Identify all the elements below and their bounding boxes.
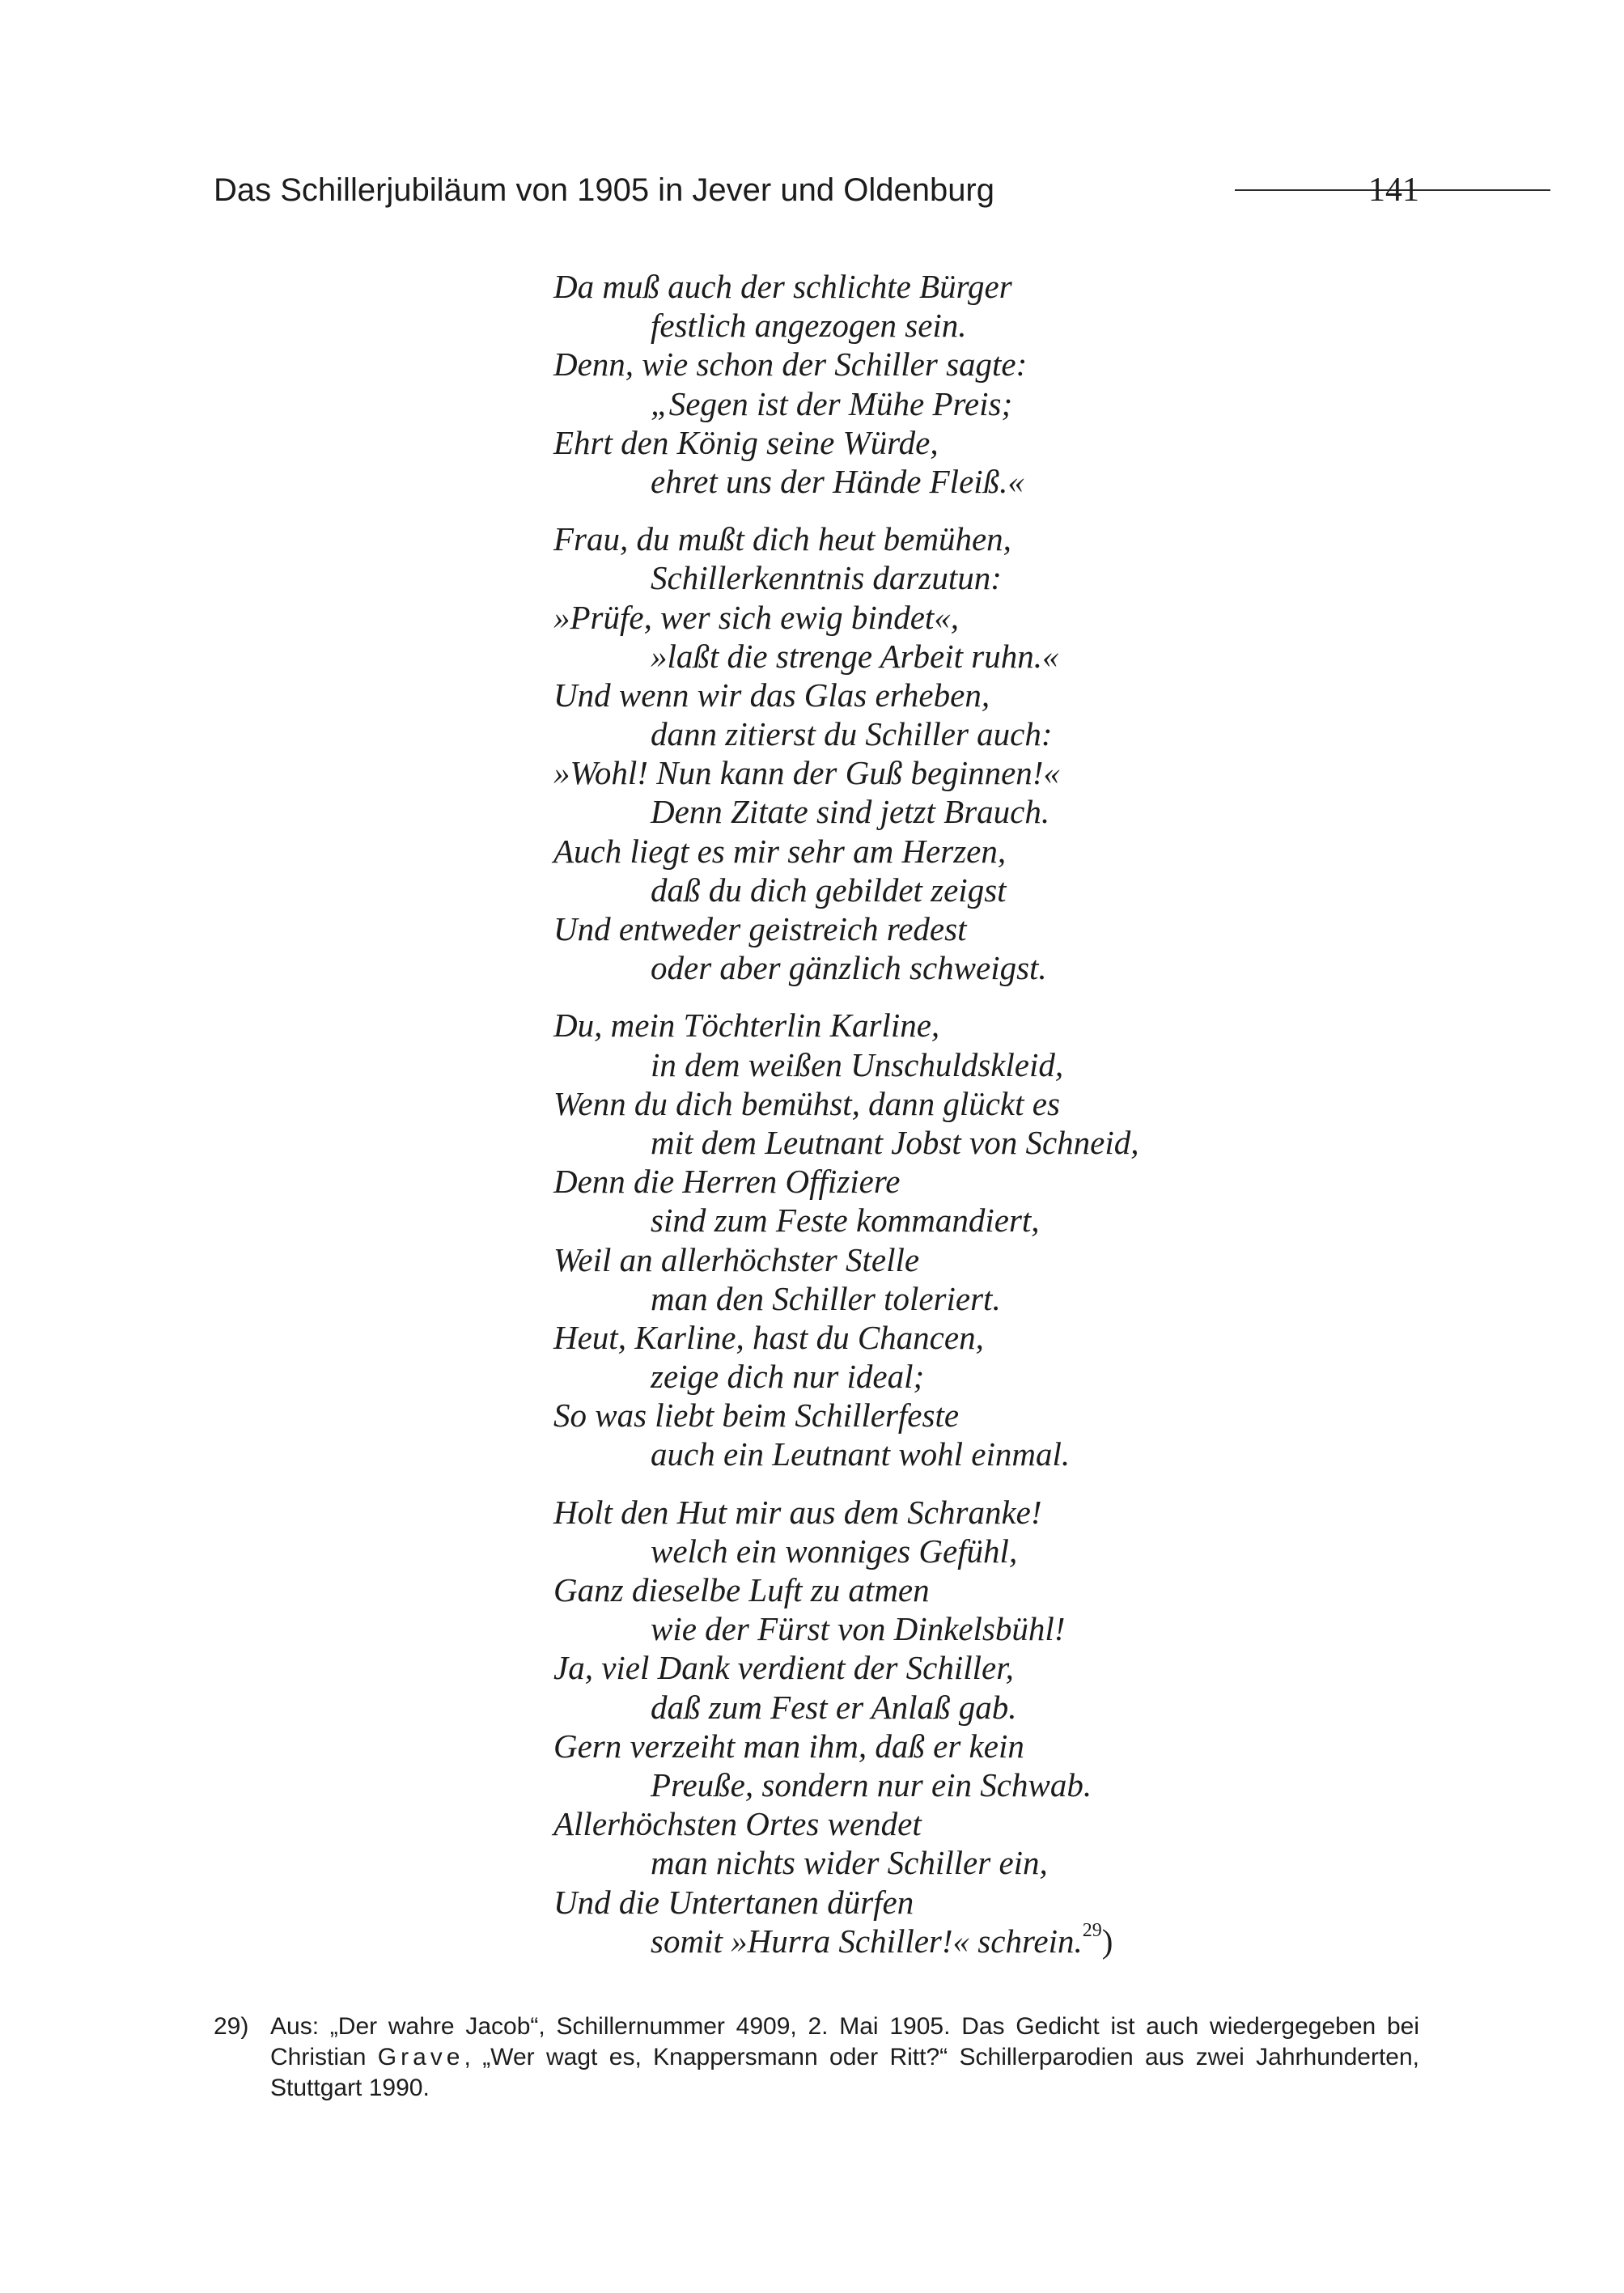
poem-line <box>553 1006 1484 1045</box>
footnote-author-name: Grave <box>377 2044 464 2070</box>
poem-line <box>553 1045 1484 1084</box>
poem-line <box>553 1493 1484 1532</box>
poem-line-text: sind zum Feste kommandiert, <box>651 1202 1040 1240</box>
poem-line-text: Auch liegt es mir sehr am Herzen, <box>553 832 1007 870</box>
poem-stanza <box>553 1006 1484 1473</box>
poem-line <box>553 1648 1484 1687</box>
page-number: 141 <box>1368 172 1419 209</box>
running-head-title: Das Schillerjubiläum von 1905 in Jever und Oldenburg <box>214 172 994 208</box>
poem-stanza <box>553 519 1484 987</box>
poem-line <box>553 948 1484 987</box>
poem-line <box>553 423 1484 462</box>
poem-stanza <box>553 267 1484 501</box>
poem-line-text: Ganz dieselbe Luft zu atmen <box>553 1571 930 1608</box>
poem-line <box>553 676 1484 714</box>
footnotes <box>214 2011 1419 2104</box>
poem-line-text: Gern verzeiht man ihm, daß er kein <box>553 1727 1024 1765</box>
poem-line <box>553 1688 1484 1727</box>
poem-line <box>553 558 1484 597</box>
footnote-reference-paren: ) <box>1101 1922 1113 1960</box>
poem-line-text: Weil an allerhöchster Stelle <box>553 1240 920 1278</box>
poem-line-text: man nichts wider Schiller ein, <box>651 1844 1048 1882</box>
poem-line-text: »laßt die strenge Arbeit ruhn.« <box>651 637 1059 675</box>
poem-line-text: Und entweder geistreich redest <box>553 910 967 947</box>
poem-line-text: zeige dich nur ideal; <box>651 1358 925 1396</box>
poem-line <box>553 462 1484 501</box>
poem-line <box>553 345 1484 384</box>
poem-line <box>553 1084 1484 1123</box>
poem-line <box>553 1727 1484 1765</box>
poem-line <box>553 384 1484 423</box>
poem-line <box>553 1357 1484 1396</box>
poem-line-text: Wenn du dich bemühst, dann glückt es <box>553 1084 1060 1122</box>
poem-line-text: daß du dich gebildet zeigst <box>651 871 1007 909</box>
poem-line <box>553 832 1484 871</box>
poem-line-text: Frau, du mußt dich heut bemühen, <box>553 520 1011 558</box>
poem-line-text: Heut, Karline, hast du Chancen, <box>553 1318 984 1356</box>
poem-line-text: Ehrt den König seine Würde, <box>553 423 939 461</box>
poem-line <box>553 1804 1484 1843</box>
footnote-text <box>270 2011 1419 2104</box>
poem-line <box>553 306 1484 345</box>
poem-line-text: Denn die Herren Offiziere <box>553 1163 901 1201</box>
poem-line-text: dann zitierst du Schiller auch: <box>651 715 1053 753</box>
poem-line-text: daß zum Fest er Anlaß gab. <box>651 1688 1017 1726</box>
footnote-reference: 29 <box>1082 1919 1102 1941</box>
poem-line-text: auch ein Leutnant wohl einmal. <box>651 1435 1071 1473</box>
poem-line-text: Preuße, sondern nur ein Schwab. <box>651 1765 1092 1803</box>
poem-line-text: »Prüfe, wer sich ewig bindet«, <box>553 598 960 636</box>
poem-line <box>553 1162 1484 1201</box>
poem-line <box>553 1919 1484 1960</box>
poem-line <box>553 753 1484 792</box>
poem-line-text: somit »Hurra Schiller!« schrein. <box>651 1922 1083 1960</box>
poem-line <box>553 1318 1484 1357</box>
poem-line <box>553 871 1484 909</box>
poem-line <box>553 1532 1484 1570</box>
poem-line-text: Denn, wie schon der Schiller sagte: <box>553 345 1028 384</box>
poem-stanza <box>553 1493 1484 1960</box>
poem-line <box>553 1435 1484 1473</box>
poem-line <box>553 1240 1484 1279</box>
footnote-text-start: Aus: „Der wahre Jacob“, Schillernummer 4909, 2. Mai 1905. Das Gedicht ist auch wiedergegeben bei Christian <box>270 2013 1419 2070</box>
poem-line-text: Ja, viel Dank verdient der Schiller, <box>553 1649 1014 1687</box>
poem-line-text: in dem weißen Unschuldskleid, <box>651 1045 1064 1083</box>
poem-line-text: man den Schiller toleriert. <box>651 1279 1001 1317</box>
poem-line <box>553 637 1484 676</box>
running-head <box>214 166 1419 214</box>
poem-line <box>553 1609 1484 1648</box>
poem-line-text: welch ein wonniges Gefühl, <box>651 1532 1018 1570</box>
poem-line <box>553 1843 1484 1882</box>
poem-line-text: mit dem Leutnant Jobst von Schneid, <box>651 1123 1139 1161</box>
poem-line-text: Und die Untertanen dürfen <box>553 1883 914 1921</box>
poem-line <box>553 714 1484 753</box>
footnote-text-end: , „Wer wagt es, Knappersmann oder Ritt?“ Schillerparodien aus zwei Jahrhunderten, Stuttgart 1990. <box>270 2044 1419 2101</box>
poem-line <box>553 1201 1484 1240</box>
poem-line-text: Und wenn wir das Glas erheben, <box>553 676 990 714</box>
poem-line-text: So was liebt beim Schillerfeste <box>553 1397 960 1435</box>
poem-line <box>553 1396 1484 1435</box>
footnote <box>214 2011 1419 2104</box>
poem-line <box>553 1123 1484 1162</box>
poem <box>553 267 1484 1979</box>
poem-line-text: festlich angezogen sein. <box>651 307 967 345</box>
poem-line-text: Schillerkenntnis darzutun: <box>651 559 1002 597</box>
poem-line <box>553 792 1484 831</box>
poem-line <box>553 909 1484 948</box>
poem-line-text: Da muß auch der schlichte Bürger <box>553 268 1012 305</box>
poem-line <box>553 598 1484 637</box>
poem-line-text: oder aber gänzlich schweigst. <box>651 949 1047 987</box>
poem-line <box>553 267 1484 306</box>
poem-line-text: Denn Zitate sind jetzt Brauch. <box>651 793 1050 831</box>
poem-line <box>553 519 1484 558</box>
poem-line-text: ehret uns der Hände Fleiß.« <box>651 462 1024 500</box>
poem-line <box>553 1765 1484 1804</box>
footnote-number: 29) <box>214 2013 249 2040</box>
poem-line-text: „Segen ist der Mühe Preis; <box>651 384 1013 422</box>
poem-line-text: Du, mein Töchterlin Karline, <box>553 1007 940 1045</box>
poem-line-text: wie der Fürst von Dinkelsbühl! <box>651 1610 1066 1648</box>
poem-line-text: Holt den Hut mir aus dem Schranke! <box>553 1493 1042 1531</box>
poem-line <box>553 1279 1484 1318</box>
poem-line-text: »Wohl! Nun kann der Guß beginnen!« <box>553 754 1060 792</box>
poem-line-text: Allerhöchsten Ortes wendet <box>553 1805 922 1843</box>
poem-line <box>553 1883 1484 1922</box>
poem-line <box>553 1570 1484 1609</box>
